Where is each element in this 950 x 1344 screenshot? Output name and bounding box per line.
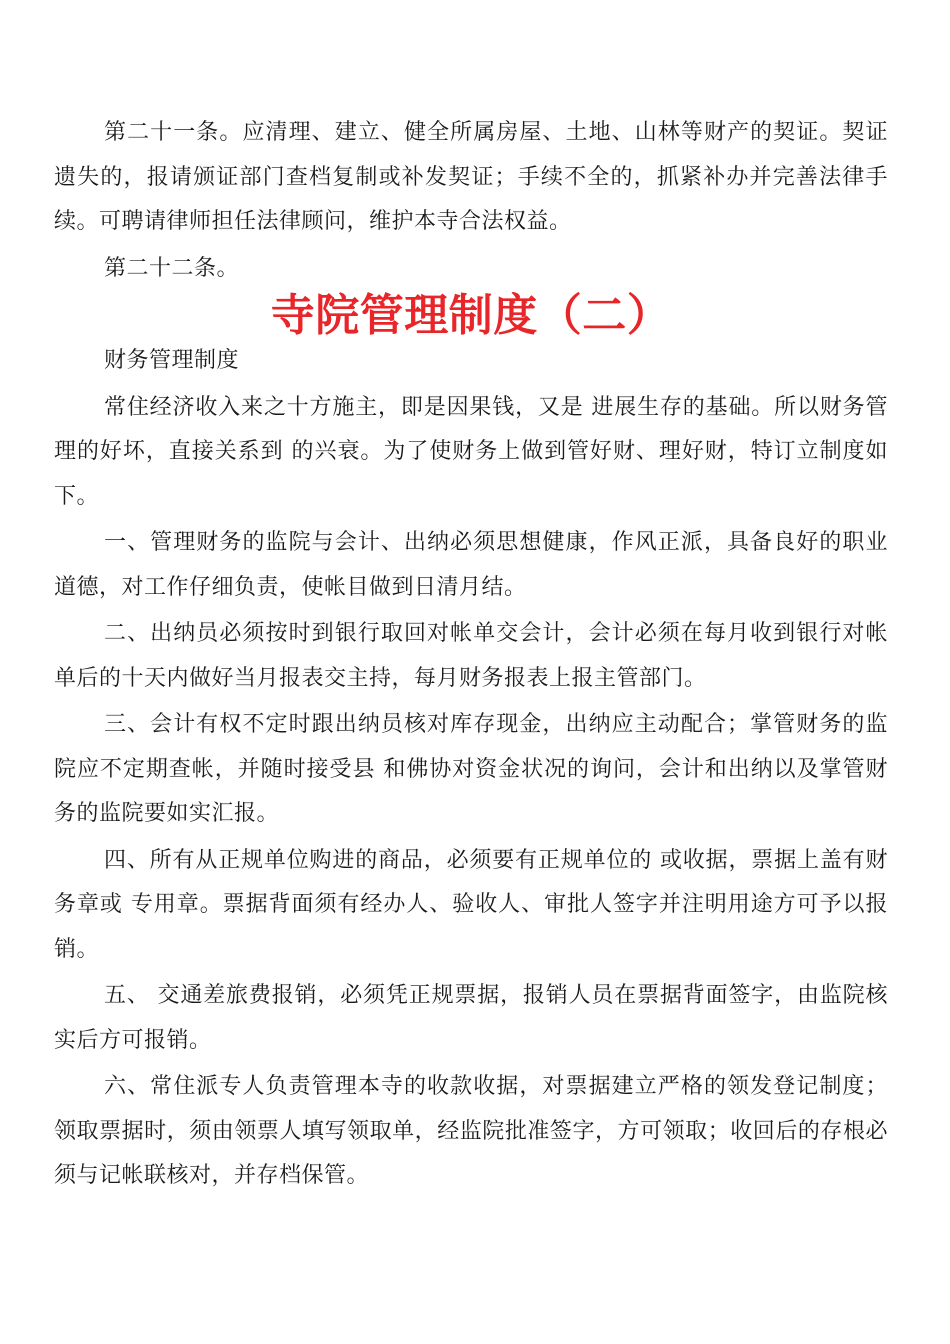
rule-3-paragraph: 三、会计有权不定时跟出纳员核对库存现金，出纳应主动配合；掌管财务的监院应不定期查帐，并随时接受县 和佛协对资金状况的询问，会计和出纳以及掌管财务的监院要如实汇报。	[54, 712, 888, 826]
article-21-paragraph: 第二十一条。应清理、建立、健全所属房屋、土地、山林等财产的契证。契证遗失的，报请颁证部门查档复制或补发契证；手续不全的，抓紧补办并完善法律手续。可聘请律师担任法律顾问，维护本寺合法权益。	[54, 120, 888, 234]
rule-2-paragraph: 二、出纳员必须按时到银行取回对帐单交会计，会计必须在每月收到银行对帐单后的十天内做好当月报表交主持，每月财务报表上报主管部门。	[54, 621, 888, 691]
section-heading: 财务管理制度	[104, 348, 240, 373]
document-page	[54, 111, 888, 1199]
rule-4-paragraph: 四、所有从正规单位购进的商品，必须要有正规单位的 或收据，票据上盖有财务章或 专用章。票据背面须有经办人、验收人、审批人签字并注明用途方可予以报销。	[54, 847, 888, 962]
intro-paragraph: 常住经济收入来之十方施主，即是因果钱，又是 进展生存的基础。所以财务管理的好坏，直接关系到 的兴衰。为了使财务上做到管好财、理好财，特订立制度如下。	[54, 394, 888, 509]
rule-1-paragraph: 一、管理财务的监院与会计、出纳必须思想健康，作风正派，具备良好的职业道德，对工作仔细负责，使帐目做到日清月结。	[54, 530, 888, 600]
document-title: 寺院管理制度（二）	[270, 290, 672, 341]
rule-5-paragraph: 五、 交通差旅费报销，必须凭正规票据，报销人员在票据背面签字，由监院核实后方可报销。	[54, 983, 888, 1053]
article-22-paragraph: 第二十二条。	[104, 255, 240, 281]
rule-6-paragraph: 六、常住派专人负责管理本寺的收款收据，对票据建立严格的领发登记制度；领取票据时，须由领票人填写领取单，经监院批准签字，方可领取；收回后的存根必须与记帐联核对，并存档保管。	[54, 1074, 888, 1188]
